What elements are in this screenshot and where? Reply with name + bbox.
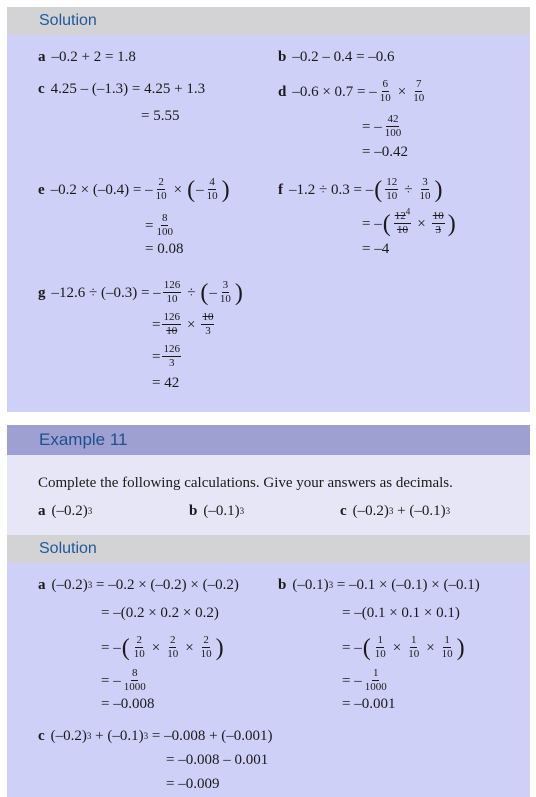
part-letter: d [278,83,287,100]
part-d-line3 [362,142,408,162]
left-paren: ( [121,634,130,661]
part-c-line3 [166,774,219,794]
expression: –0.2 + 2 = 1.8 [51,49,136,65]
expression: = 5.55 [141,108,180,124]
expression: = [152,316,161,333]
fraction: $\frac{3}{10}$ [419,176,431,202]
part-b-line5 [342,694,395,714]
fraction: $\frac{7}{10}$ [413,78,425,104]
divide-sign: ÷ [187,284,196,301]
part-letter: c [38,728,45,744]
fraction: $\frac{1}{1000}$ [364,667,387,693]
part-a [38,47,136,67]
fraction: $\frac{12^4}{10}$ [394,206,411,236]
expression: = –0.008 + (–0.001) [148,728,273,744]
right-paren: ) [434,176,443,203]
times-sign: × [426,639,435,656]
fraction: $\frac{4}{10}$ [206,176,218,202]
expression: = – [362,215,382,232]
expression: = –(0.1 × 0.1 × 0.1) [342,605,460,621]
part-d [278,79,427,104]
right-paren: ) [215,634,224,661]
divide-sign: ÷ [404,181,413,198]
expression: –0.2 × (–0.4) = – [50,181,153,198]
expression: = –0.42 [362,144,408,160]
expression: = –4 [362,241,390,257]
part-g-line2 [152,312,216,337]
part-f-line3 [362,239,389,259]
expression: = – [342,639,362,656]
part-a: a (–0.2) 3 = –0.2 × (–0.2) × (–0.2) [38,577,239,593]
expression: –12.6 ÷ (–0.3) = – [51,284,161,301]
expression: –0.2 – 0.4 = –0.6 [292,49,395,65]
fraction: $\frac{6}{10}$ [379,78,391,104]
part-b-line4 [342,668,390,693]
part-c-line2 [166,750,268,770]
expression: = 42 [152,375,180,391]
part-g-line3 [152,344,183,369]
part-letter: c [340,503,347,519]
expression: = – [101,672,121,689]
times-sign: × [397,83,407,100]
expression: = –0.008 [101,696,155,712]
solution-panel [7,563,530,797]
expression: 4.25 – (–1.3) = 4.25 + 1.3 [50,81,206,97]
times-sign: × [173,181,183,198]
example-part-a: a (–0.2) 3 [38,503,93,519]
part-e [38,177,231,202]
fraction: $\frac{10}{3}$ [432,210,444,236]
part-a-line2 [101,603,219,623]
part-letter: a [38,503,46,519]
expression: = –0.001 [342,696,396,712]
left-paren: ( [200,279,209,306]
part-letter: g [38,284,46,301]
expression: = [145,217,154,234]
instruction [38,473,453,493]
fraction: $\frac{10}{3}$ [202,311,214,337]
expression: = 0.08 [145,241,184,257]
fraction: $\frac{1}{10}$ [374,634,386,660]
times-sign: × [417,215,426,232]
part-e-line2 [145,213,176,238]
fraction: $\frac{3}{10}$ [219,279,231,305]
fraction: $\frac{2}{10}$ [133,634,145,660]
part-letter: c [38,81,45,97]
expression: (–0.1) [292,577,329,593]
expression: = –0.009 [166,776,220,792]
part-letter: b [278,49,287,65]
fraction: $\frac{8}{1000}$ [123,667,146,693]
expression: = – [101,639,121,656]
solution-panel [7,35,530,412]
fraction: $\frac{1}{10}$ [408,634,420,660]
times-sign: × [151,639,161,656]
expression: = – [362,118,382,135]
expression: –0.6 × 0.7 = – [292,83,377,100]
part-c: c (–0.2) 3 + (–0.1) 3 = –0.008 + (–0.001) [38,728,273,744]
part-b [278,47,395,67]
left-paren: ( [374,176,383,203]
expression: (–0.2) [50,728,87,744]
fraction: $\frac{126}{10}$ [163,279,181,305]
fraction: $\frac{12}{10}$ [386,176,398,202]
expression: = –0.1 × (–0.1) × (–0.1) [333,577,480,593]
part-letter: b [189,503,198,519]
part-c [38,79,205,99]
part-letter: b [278,577,287,593]
expression: = –(0.2 × 0.2 × 0.2) [101,605,219,621]
left-paren: ( [362,634,371,661]
solution-header: Solution [7,7,530,35]
part-letter: f [278,181,283,198]
fraction: $\frac{126}{10}$ [163,311,180,337]
right-paren: ) [447,210,456,237]
right-paren: ) [221,176,230,203]
minus-sign: – [196,181,204,198]
fraction: $\frac{1}{10}$ [441,634,453,660]
fraction: $\frac{2}{10}$ [200,634,212,660]
example-header: Example 11 [7,425,530,455]
instruction-text: Complete the following calculations. Give your answers as decimals. [38,475,453,491]
fraction: $\frac{42}{100}$ [384,113,402,139]
part-a-line4 [101,668,149,693]
expression: + (–0.1) [91,728,144,744]
fraction: $\frac{2}{10}$ [155,176,167,202]
expression: = [152,348,161,365]
example-part-c: c (–0.2) 3 + (–0.1) 3 [340,503,451,519]
expression: (–0.2) [51,503,88,519]
part-b: b (–0.1) 3 = –0.1 × (–0.1) × (–0.1) [278,577,480,593]
expression: = –0.008 – 0.001 [166,752,269,768]
fraction: $\frac{126}{3}$ [163,343,180,369]
part-b-line3 [342,635,466,660]
part-g [38,280,244,305]
left-paren: ( [187,176,196,203]
part-g-line4 [152,373,179,393]
part-e-line3 [145,239,183,259]
times-sign: × [185,639,194,656]
part-letter: a [38,49,46,65]
expression: (–0.2) [352,503,389,519]
solution-header: Solution [7,535,530,563]
part-letter: e [38,181,45,198]
minus-sign: – [209,284,217,301]
part-f [278,177,443,202]
part-b-line2 [342,603,460,623]
part-c-line2 [141,106,179,126]
example-part-b: b (–0.1) 3 [189,503,245,519]
right-paren: ) [456,634,465,661]
fraction: $\frac{8}{100}$ [156,212,173,238]
part-f-line2 [362,206,457,237]
times-sign: × [392,639,402,656]
part-a-line3 [101,635,225,660]
expression: (–0.1) [203,503,240,519]
example-panel [7,455,530,535]
expression: –1.2 ÷ 0.3 = – [289,181,374,198]
expression: (–0.2) [51,577,88,593]
fraction: $\frac{2}{10}$ [167,634,179,660]
right-paren: ) [234,279,243,306]
left-paren: ( [382,210,391,237]
expression: + (–0.1) [393,503,446,519]
times-sign: × [186,316,196,333]
expression: = –0.2 × (–0.2) × (–0.2) [92,577,239,593]
part-d-line2 [362,114,404,139]
part-letter: a [38,577,46,593]
part-a-line5 [101,694,154,714]
expression: = – [342,672,362,689]
